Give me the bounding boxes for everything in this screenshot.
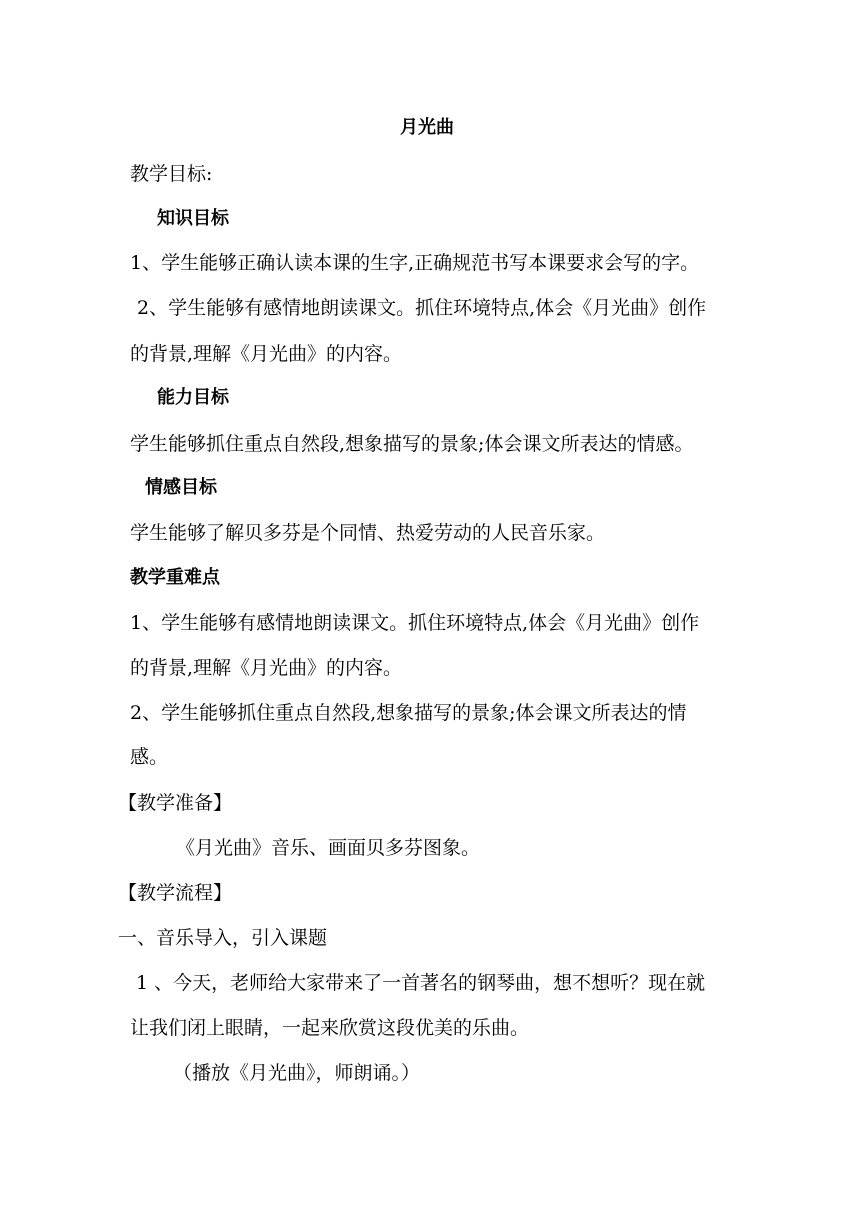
section-heading-music-intro: 一、音乐导入，引入课题 <box>118 927 328 949</box>
document-title: 月光曲 <box>400 117 454 138</box>
paragraph-line: 1 、今天，老师给大家带来了一首著名的钢琴曲，想不想听？现在就 <box>136 972 706 994</box>
paragraph-line: 学生能够了解贝多芬是个同情、热爱劳动的人民音乐家。 <box>130 522 606 544</box>
paragraph-line: 2、学生能够抓住重点自然段,想象描写的景象;体会课文所表达的情 <box>130 702 687 724</box>
paragraph-line: 的背景,理解《月光曲》的内容。 <box>130 343 403 365</box>
subheading-knowledge-goals: 知识目标 <box>157 208 229 229</box>
subheading-emotion-goals: 情感目标 <box>145 477 217 498</box>
heading-teaching-process: 【教学流程】 <box>118 882 233 904</box>
paragraph-line: 2、学生能够有感情地朗读课文。抓住环境特点,体会《月光曲》创作 <box>137 297 707 319</box>
paragraph-line: 学生能够抓住重点自然段,想象描写的景象;体会课文所表达的情感。 <box>130 433 694 455</box>
paragraph-line: 的背景,理解《月光曲》的内容。 <box>130 657 403 679</box>
paragraph-line: 感。 <box>130 746 169 768</box>
heading-key-difficulties: 教学重难点 <box>130 567 220 588</box>
heading-teaching-preparation: 【教学准备】 <box>118 792 233 814</box>
subheading-ability-goals: 能力目标 <box>157 387 229 408</box>
paragraph-line: 1、学生能够正确认读本课的生字,正确规范书写本课要求会写的字。 <box>130 252 700 274</box>
heading-teaching-goals: 教学目标: <box>130 163 213 185</box>
paragraph-line: 1、学生能够有感情地朗读课文。抓住环境特点,体会《月光曲》创作 <box>130 612 700 634</box>
paragraph-line: 让我们闭上眼睛，一起来欣赏这段优美的乐曲。 <box>130 1017 530 1039</box>
paragraph-line: （播放《月光曲》，师朗诵。） <box>173 1062 421 1084</box>
paragraph-line: 《月光曲》音乐、画面贝多芬图象。 <box>176 837 481 859</box>
